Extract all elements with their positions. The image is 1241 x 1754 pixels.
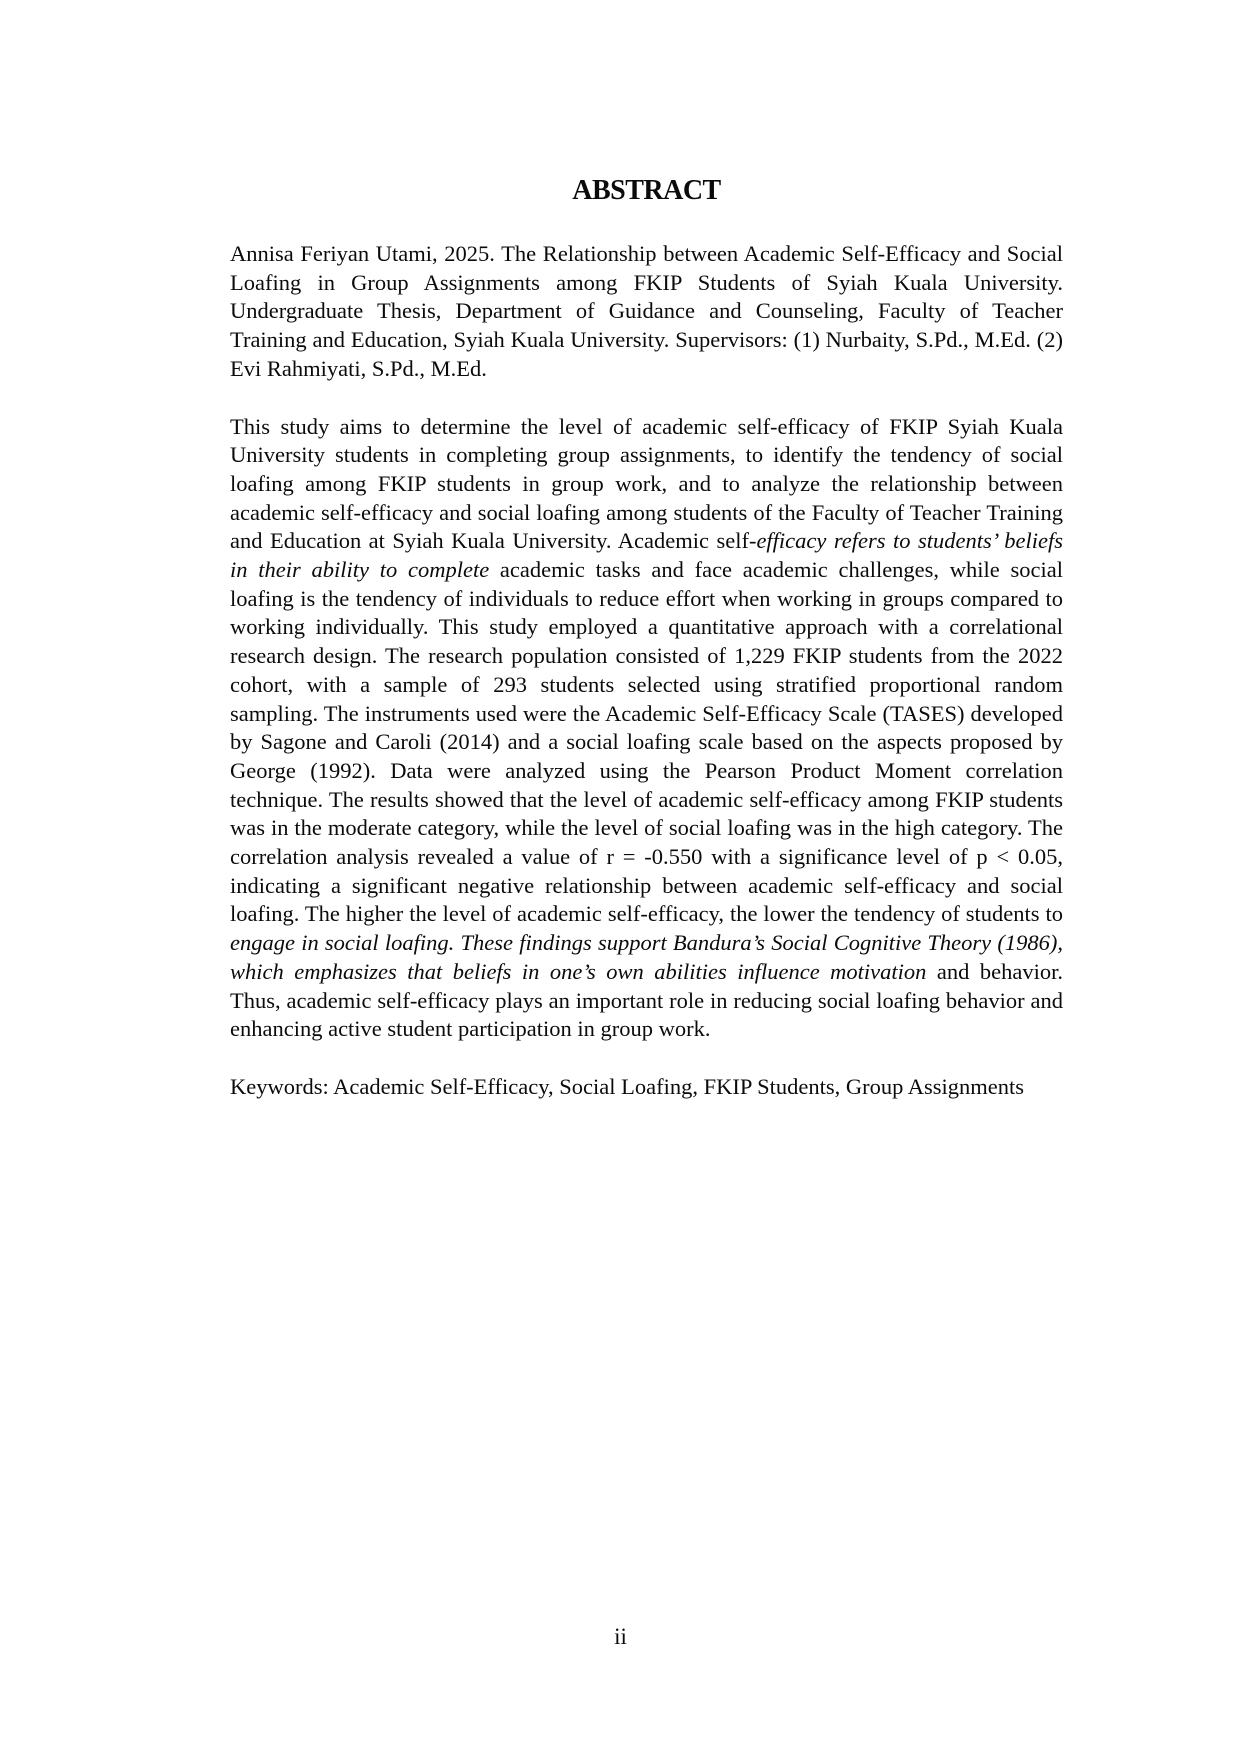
citation-paragraph [230,240,1063,384]
text-run: This study aims to determine the level of academic self-efficacy of FKIP Syiah Kuala University students in completing group assignments, to identify the tendency of social loafing among FKIP students in group work, and to analyze the relationship between academic self-efficacy and social loafing among students of the Faculty of Teacher Training and Education at Syiah Kuala University. Academic self- [230,413,1063,554]
text-run: engage in social loafing. These findings support Bandura’s Social Cognitive Theory (1986), which emphasizes that beliefs in one’s own abilities influence motivation [230,930,1063,984]
abstract-body-paragraph [230,413,1063,1044]
abstract-page-content [230,0,1063,1754]
text-run: and behavior. Thus, academic self-efficacy plays an important role in reducing social loafing behavior and enhancing active student participation in group work. [230,958,1063,1042]
text-run: academic tasks and face academic challenges, while social loafing is the tendency of individuals to reduce effort when working in groups compared to working individually. This study employed a quantitative approach with a correlational research design. The research population consisted of 1,229 FKIP students from the 2022 cohort, with a sample of 293 students selected using stratified proportional random sampling. The instruments used were the Academic Self-Efficacy Scale (TASES) developed by Sagone and Caroli (2014) and a social loafing scale based on the aspects proposed by George (1992). Data were analyzed using the Pearson Product Moment correlation technique. The results showed that the level of academic self-efficacy among FKIP students was in the moderate category, while the level of social loafing was in the high category. The correlation analysis revealed a value of r = -0.550 with a significance level of p < 0.05, indicating a significant negative relationship between academic self-efficacy and social loafing. The higher the level of academic self-efficacy, the lower the tendency of students to [230,557,1064,927]
keywords-paragraph [230,1073,1063,1102]
text-run: Keywords: Academic Self-Efficacy, Social Loafing, FKIP Students, Group Assignments [230,1073,1025,1099]
abstract-heading: ABSTRACT [572,175,721,206]
page-number: ii [614,1624,627,1649]
text-run: Annisa Feriyan Utami, 2025. The Relationship between Academic Self-Efficacy and Social Loafing in Group Assignments among FKIP Students of Syiah Kuala University. Undergraduate Thesis, Department of Guidance and Counseling, Faculty of Teacher Training and Education, Syiah Kuala University. Supervisors: (1) Nurbaity, S.Pd., M.Ed. (2) Evi Rahmiyati, S.Pd., M.Ed. [230,241,1063,381]
text-run: efficacy refers to students’ beliefs in their ability to complete [230,528,1063,583]
